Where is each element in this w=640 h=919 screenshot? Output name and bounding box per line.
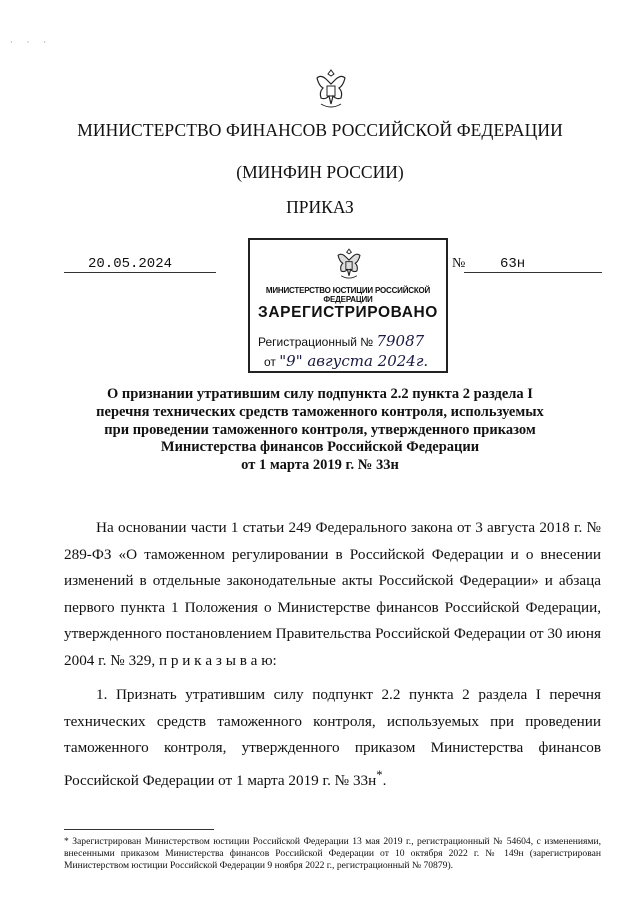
stamp-reg-line — [258, 332, 424, 350]
stamp-date-prefix: от — [264, 355, 276, 369]
order-date-field — [64, 254, 216, 273]
stamp-ministry: МИНИСТЕРСТВО ЮСТИЦИИ РОССИЙСКОЙ ФЕДЕРАЦИИ — [265, 286, 431, 304]
order-number-field — [464, 254, 602, 273]
ministry-short-name: (МИНФИН РОССИИ) — [236, 162, 404, 182]
footnote-text: * Зарегистрирован Министерством юстиции Российской Федерации 13 мая 2019 г., регистрационный № 54604, с изменениями, внесенными приказом Министерства финансов Российской Федерации от 10 октября 2022 г. № 149н (зарегистрирован Министерством юстиции Российской Федерации 9 ноября 2022 г., регистрационный № 70879). — [64, 836, 601, 871]
title-line: О признании утратившим силу подпункта 2.2 пункта 2 раздела I — [107, 386, 533, 402]
order-title — [64, 386, 576, 475]
title-line: Министерства финансов Российской Федерации — [160, 439, 480, 456]
stamp-reg-label: Регистрационный № — [258, 335, 374, 349]
stamp-reg-number: 79087 — [376, 332, 425, 350]
number-sign: № — [452, 256, 466, 271]
stamp-date-value: "9" августа 2024г. — [279, 352, 429, 370]
footnote-reference: * — [376, 767, 383, 782]
title-line: от 1 марта 2019 г. № 33н — [241, 457, 399, 474]
title-line: при проведении таможенного контроля, утвержденного приказом — [104, 421, 536, 438]
scan-artifact: · · · — [10, 38, 52, 47]
footnote-divider — [64, 829, 214, 830]
registration-stamp — [248, 238, 448, 373]
item-1-text: 1. Признать утратившим силу подпункт 2.2 пункта 2 раздела I перечня технических средств таможенного контроля, используемых при проведении таможенного контроля, утвержденного приказом Министерства финансов Российской Федерации от 1 марта 2019 г. № 33н — [64, 686, 601, 789]
document-type: ПРИКАЗ — [286, 197, 354, 217]
order-date: 20.05.2024 — [88, 256, 173, 272]
body-paragraph-item-1: 1. Признать утратившим силу подпункт 2.2 пункта 2 раздела I перечня технических средств таможенного контроля, используемых при проведении таможенного контроля, утвержденного приказом Министерства финансов Российской Федерации от 1 марта 2019 г. № 33н*. — [64, 686, 601, 789]
stamp-date-line — [264, 352, 428, 370]
stamp-status: ЗАРЕГИСТРИРОВАНО — [258, 304, 438, 321]
stamp-emblem-icon — [332, 246, 366, 282]
ministry-name: МИНИСТЕРСТВО ФИНАНСОВ РОССИЙСКОЙ ФЕДЕРАЦИИ — [77, 120, 563, 140]
coat-of-arms-emblem — [311, 66, 351, 112]
title-line: перечня технических средств таможенного контроля, используемых — [96, 403, 544, 420]
body-paragraph-basis: На основании части 1 статьи 249 Федерального закона от 3 августа 2018 г. № 289-ФЗ «О таможенном регулировании в Российской Федерации и о внесении изменений в отдельные законодательные акты Российской Федерации» и абзаца первого пункта 1 Положения о Министерстве финансов Российской Федерации, утвержденного постановлением Правительства Российской Федерации от 30 июня 2004 г. № 329, п р и к а з ы в а ю: — [64, 519, 601, 669]
order-number: 63н — [500, 256, 526, 272]
